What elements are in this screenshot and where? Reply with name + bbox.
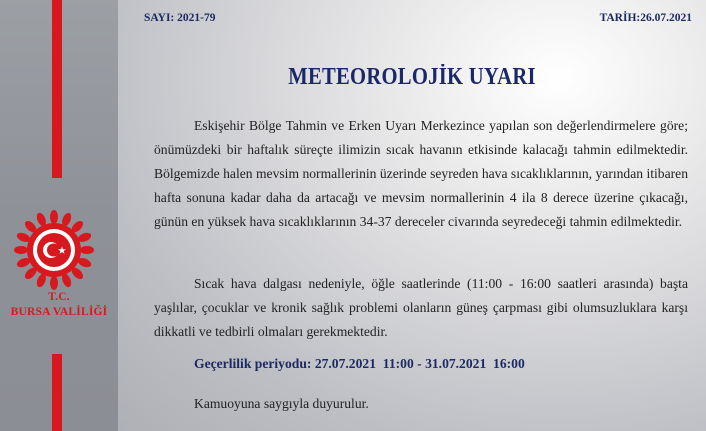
- validity-period: Geçerlilik periyodu: 27.07.2021 11:00 - 31.07.2021 16:00: [194, 356, 525, 371]
- document-body: [118, 0, 706, 431]
- logo-caption-governorship: BURSA VALİLİĞİ: [10, 306, 108, 318]
- paragraph-forecast: Eskişehir Bölge Tahmin ve Erken Uyarı Merkezince yapılan son değerlendirmelere göre; önümüzdeki bir haftalık süreçte ilimizin sıcak havanın etkisinde kalacağı tahmin edilmektedir. Bölgemizde halen mevsim normallerinin üzerinde seyreden hava sıcaklıklarının, yarından itibaren hafta sonuna kadar daha da artacağı ve mevsim normallerinin 4 ila 8 derece üzerine çıkacağı, günün en yüksek hava sıcaklıklarının 34-37 dereceler civarında seyredeceği tahmin edilmektedir.: [154, 118, 688, 229]
- document-date: TARİH:26.07.2021: [599, 12, 692, 24]
- governorship-emblem-icon: [14, 210, 94, 290]
- sidebar: [0, 0, 118, 431]
- document-number: SAYI: 2021-79: [144, 12, 216, 24]
- page-title: METEOROLOJİK UYARI: [288, 64, 536, 90]
- logo-caption-tc: T.C.: [48, 291, 70, 303]
- paragraph-heatwave-advice: Sıcak hava dalgası nedeniyle, öğle saatlerinde (11:00 - 16:00 saatleri arasında) başta yaşlılar, çocuklar ve kronik sağlık problemi olanların güneş çarpması gibi olumsuzluklara karşı dikkatli ve tedbirli olmaları gerekmektedir.: [154, 276, 688, 339]
- red-stripe-bottom: [52, 354, 62, 431]
- closing-line: Kamuoyuna saygıyla duyurulur.: [194, 396, 369, 411]
- red-stripe-top: [52, 0, 62, 178]
